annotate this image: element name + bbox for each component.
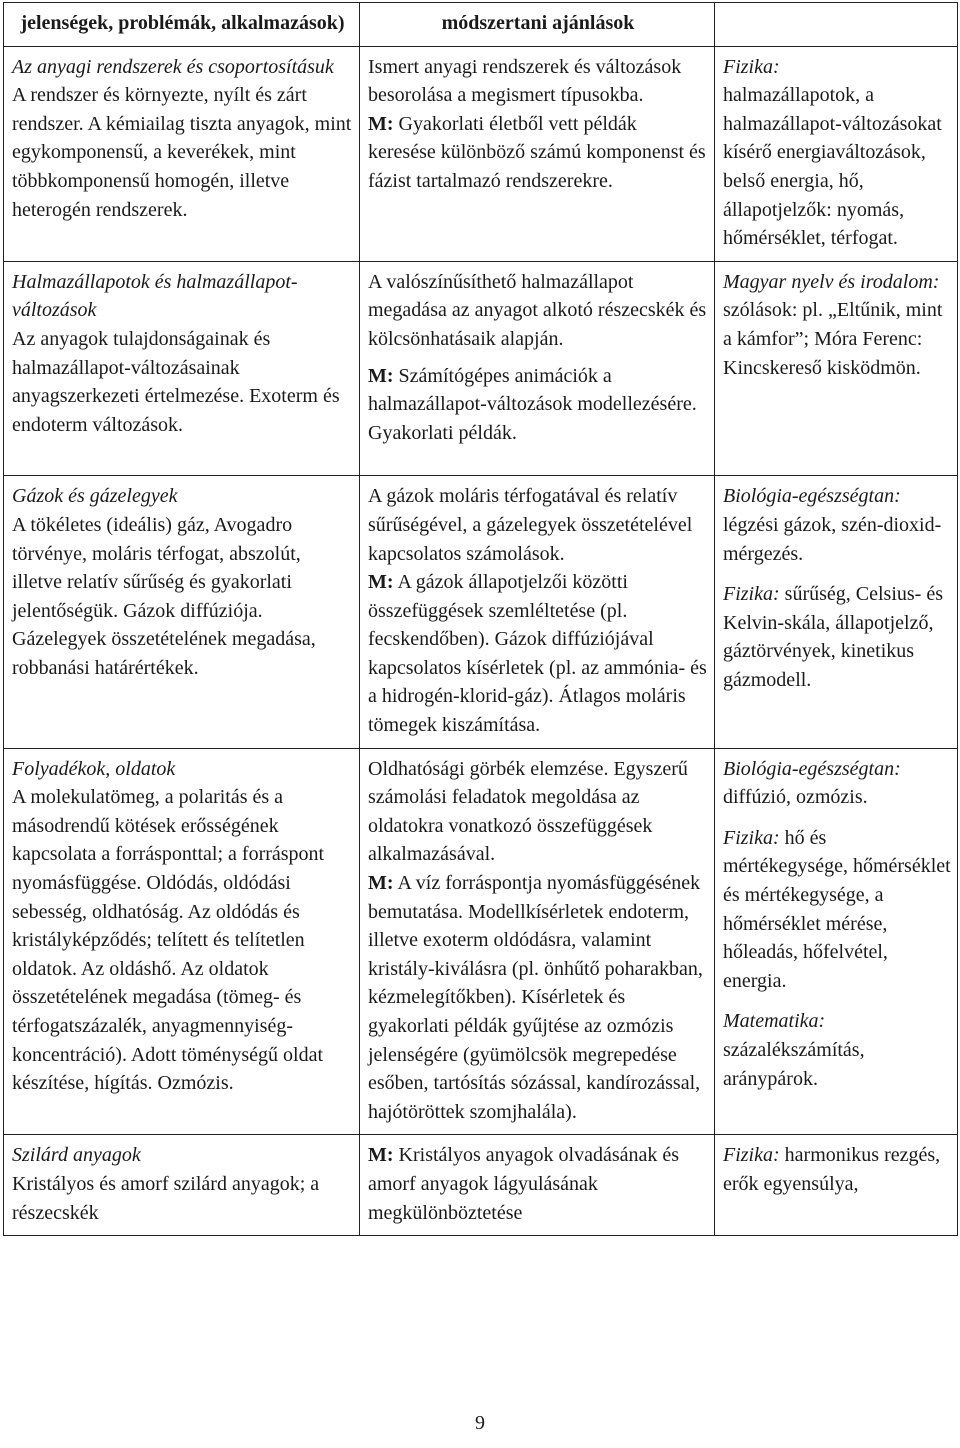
link-subject-text: légzési gázok, szén-dioxid-mérgezés. — [723, 513, 942, 565]
table-row — [4, 748, 958, 1135]
links-cell — [715, 261, 958, 476]
method-cell — [360, 476, 715, 748]
topic-cell — [4, 1135, 360, 1236]
topic-cell — [4, 46, 360, 261]
link-subject-label: Fizika: — [723, 55, 780, 78]
method-m-text: A gázok állapotjelzői közötti összefüggések szemléltetése (pl. fecskendőben). Gázok diffúziójával kapcsolatos kísérletek (pl. az ammónia- és a hidrogén-klorid-gáz). Átlagos moláris tömegek kiszámítása. — [368, 571, 707, 737]
link-subject-label: Fizika: — [723, 583, 780, 606]
method-m-text: Számítógépes animációk a halmazállapot-változások modellezésére. Gyakorlati példák. — [368, 364, 697, 444]
curriculum-table — [3, 2, 958, 1236]
method-m-label: M: — [368, 872, 394, 895]
links-cell — [715, 1135, 958, 1236]
header-col2: módszertani ajánlások — [360, 3, 715, 47]
method-m-label: M: — [368, 364, 394, 387]
method-text: Oldhatósági görbék elemzése. Egyszerű számolási feladatok megoldása az oldatokra vonatkozó összefüggések alkalmazásával. — [368, 757, 688, 866]
method-cell — [360, 261, 715, 476]
method-text: Ismert anyagi rendszerek és változások besorolása a megismert típusokba. — [368, 55, 682, 107]
link-subject-text: diffúzió, ozmózis. — [723, 786, 868, 809]
topic-title: Folyadékok, oldatok — [12, 757, 176, 780]
header-col3 — [715, 3, 958, 47]
topic-title: Gázok és gázelegyek — [12, 485, 178, 508]
link-subject-text: sűrűség, Celsius- és Kelvin-skála, állapotjelző, gáztörvények, kinetikus gázmodell. — [723, 583, 943, 691]
link-subject-text: szólások: pl. „Eltűnik, mint a kámfor”; Móra Ferenc: Kincskereső kisködmön. — [723, 299, 943, 379]
method-text: A valószínűsíthető halmazállapot megadása az anyagot alkotó részecskék és kölcsönhatásaik alapján. — [368, 270, 707, 350]
method-m-label: M: — [368, 571, 394, 594]
header-col1: jelenségek, problémák, alkalmazások) — [4, 3, 360, 47]
method-cell — [360, 1135, 715, 1236]
method-m-text: Gyakorlati életből vett példák keresése különböző számú komponenst és fázist tartalmazó rendszerekre. — [368, 112, 706, 192]
topic-cell — [4, 476, 360, 748]
method-cell — [360, 748, 715, 1135]
table-row — [4, 1135, 958, 1236]
link-subject-text: hő és mértékegysége, hőmérséklet és mértékegysége, a hőmérséklet mérése, hőleadás, hőfelvétel, energia. — [723, 826, 951, 992]
link-subject-label: Biológia-egészségtan: — [723, 757, 901, 780]
method-cell — [360, 46, 715, 261]
topic-text: A rendszer és környezte, nyílt és zárt rendszer. A kémiailag tiszta anyagok, mint egykomponensű, a keverékek, mint többkomponensű homogén, illetve heterogén rendszerek. — [12, 84, 352, 221]
link-subject-text: harmonikus rezgés, erők egyensúlya, — [723, 1144, 941, 1195]
link-subject-text: halmazállapotok, a halmazállapot-változásokat kísérő energiaváltozások, belső energia, hő, állapotjelzők: nyomás, hőmérséklet, térfogat. — [723, 84, 942, 250]
method-m-label: M: — [368, 1144, 394, 1167]
table-row — [4, 476, 958, 748]
topic-text: Kristályos és amorf szilárd anyagok; a részecskék — [12, 1172, 320, 1224]
link-subject-label: Fizika: — [723, 1144, 780, 1167]
link-subject-label: Magyar nyelv és irodalom: — [723, 270, 940, 293]
table-row — [4, 261, 958, 476]
topic-title: Szilárd anyagok — [12, 1144, 141, 1167]
table-row — [4, 46, 958, 261]
header-row — [4, 3, 958, 47]
links-cell — [715, 748, 958, 1135]
link-subject-label: Biológia-egészségtan: — [723, 485, 901, 508]
method-m-text: A víz forráspontja nyomásfüggésének bemutatása. Modellkísérletek endoterm, illetve exoterm oldódásra, valamint kristály-kiválásra (pl. önhűtő poharakban, kézmelegítőkben). Kísérletek és gyakorlati példák gyűjtése az ozmózis jelenségére (gyümölcsök megrepedése esőben, tartósítás sózással, kandírozással, hajótöröttek szomjhalála). — [368, 872, 703, 1123]
topic-title: Halmazállapotok és halmazállapot-változások — [12, 270, 298, 322]
topic-cell — [4, 261, 360, 476]
link-subject-label: Matematika: — [723, 1010, 826, 1033]
topic-text: A molekulatömeg, a polaritás és a másodrendű kötések erősségének kapcsolata a forrásponttal; a forráspont nyomásfüggése. Oldódás, oldódási sebesség, oldhatóság. Az oldódás és kristályképződés; telített és telítetlen oldatok. Az oldáshő. Az oldatok összetételének megadása (tömeg- és térfogatszázalék, anyagmennyiség-koncentráció). Adott töménységű oldat készítése, hígítás. Ozmózis. — [12, 786, 325, 1095]
topic-cell — [4, 748, 360, 1135]
link-subject-label: Fizika: — [723, 826, 780, 849]
links-cell — [715, 476, 958, 748]
method-m-label: M: — [368, 112, 394, 135]
topic-title: Az anyagi rendszerek és csoportosításuk — [12, 55, 334, 78]
topic-text: A tökéletes (ideális) gáz, Avogadro törvénye, moláris térfogat, abszolút, illetve relatív sűrűség és gyakorlati jelentőségük. Gázok diffúziója. Gázelegyek összetételének megadása, robbanási határértékek. — [12, 513, 316, 679]
method-m-text: Kristályos anyagok olvadásának és amorf anyagok lágyulásának megkülönböztetése — [368, 1144, 680, 1224]
method-text: A gázok moláris térfogatával és relatív sűrűségével, a gázelegyek összetételével kapcsolatos számolások. — [368, 485, 693, 565]
page-number: 9 — [475, 1412, 485, 1434]
topic-text: Az anyagok tulajdonságainak és halmazállapot-változásainak anyagszerkezeti értelmezése. Exoterm és endoterm változások. — [12, 327, 340, 436]
link-subject-text: százalékszámítás, aránypárok. — [723, 1039, 865, 1090]
links-cell — [715, 46, 958, 261]
